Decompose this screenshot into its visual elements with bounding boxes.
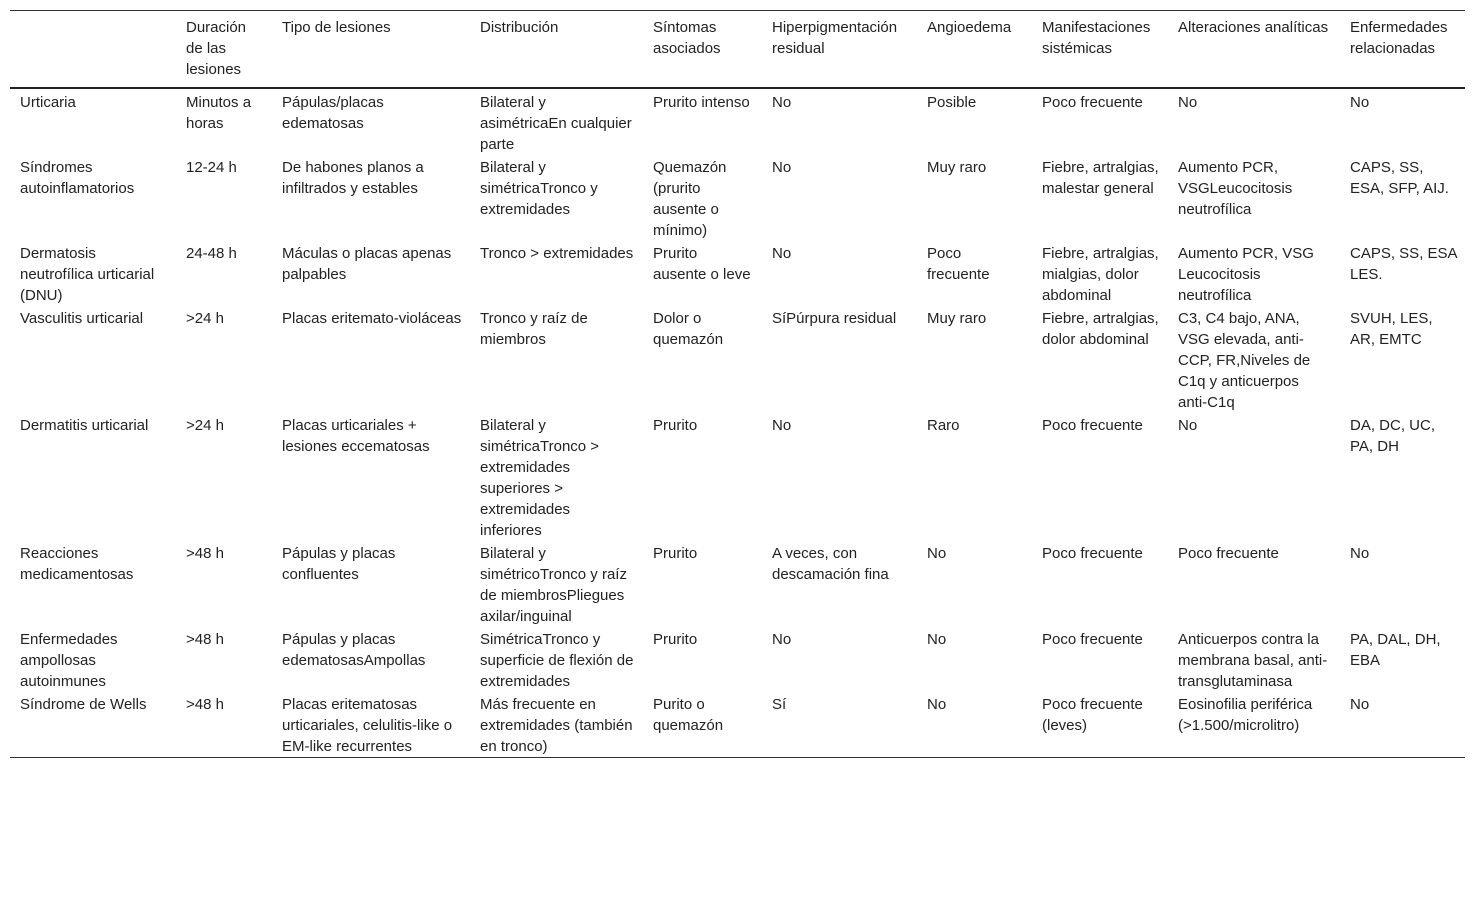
table-cell: Sí	[772, 696, 787, 713]
table-cell: Placas urticariales + lesiones eccematosas	[282, 417, 430, 455]
table-cell: No	[927, 631, 947, 648]
table-row	[10, 541, 1465, 627]
table-cell: Pápulas y placas confluentes	[282, 545, 396, 583]
column-header: Angioedema	[927, 19, 1012, 36]
table-cell: 24-48 h	[186, 245, 237, 262]
table-row	[10, 155, 1465, 241]
table-row	[10, 88, 1465, 155]
column-header: Manifestaciones sistémicas	[1042, 19, 1151, 57]
header-row	[10, 11, 1465, 89]
row-label-cell: Vasculitis urticarial	[20, 310, 144, 327]
comparison-table-container	[10, 10, 1465, 758]
table-cell: Quemazón (prurito ausente o mínimo)	[653, 159, 727, 239]
table-cell: No	[1178, 417, 1198, 434]
table-cell: Tronco > extremidades	[480, 245, 634, 262]
table-row	[10, 692, 1465, 758]
table-cell: CAPS, SS, ESA LES.	[1350, 245, 1457, 283]
table-cell: No	[1350, 696, 1370, 713]
table-cell: No	[772, 94, 792, 111]
table-cell: Prurito	[653, 545, 698, 562]
table-cell: Más frecuente en extremidades (también en tronco)	[480, 696, 633, 755]
table-cell: Poco frecuente	[1042, 94, 1143, 111]
table-cell: >24 h	[186, 417, 224, 434]
table-row	[10, 241, 1465, 306]
table-cell: No	[772, 245, 792, 262]
table-cell: Posible	[927, 94, 977, 111]
table-cell: Raro	[927, 417, 960, 434]
table-cell: Prurito intenso	[653, 94, 750, 111]
row-label-cell: Síndrome de Wells	[20, 696, 147, 713]
table-row	[10, 627, 1465, 692]
column-header: Alteraciones analíticas	[1178, 19, 1329, 36]
table-cell: C3, C4 bajo, ANA, VSG elevada, anti-CCP, FR,Niveles de C1q y anticuerpos anti-C1q	[1178, 310, 1311, 411]
table-cell: Poco frecuente (leves)	[1042, 696, 1143, 734]
table-row	[10, 413, 1465, 541]
column-header: Distribución	[480, 19, 559, 36]
row-label-cell: Enfermedades ampollosas autoinmunes	[20, 631, 118, 690]
table-cell: DA, DC, UC, PA, DH	[1350, 417, 1436, 455]
table-cell: No	[772, 417, 792, 434]
table-cell: Poco frecuente	[1178, 545, 1279, 562]
row-label-cell: Dermatitis urticarial	[20, 417, 149, 434]
table-cell: Placas eritematosas urticariales, celulitis-like o EM-like recurrentes	[282, 696, 453, 755]
table-body	[10, 88, 1465, 758]
comparison-table	[10, 10, 1465, 758]
column-header: Síntomas asociados	[653, 19, 721, 57]
table-header	[10, 11, 1465, 89]
table-cell: >48 h	[186, 696, 224, 713]
table-cell: Bilateral y simétricoTronco y raíz de miembrosPliegues axilar/inguinal	[480, 545, 627, 625]
row-label-cell: Síndromes autoinflamatorios	[20, 159, 135, 197]
table-cell: Pápulas/placas edematosas	[282, 94, 384, 132]
row-label-cell: Dermatosis neutrofílica urticarial (DNU)	[20, 245, 155, 304]
table-cell: Prurito	[653, 631, 698, 648]
table-cell: Poco frecuente	[927, 245, 990, 283]
table-cell: Placas eritemato-violáceas	[282, 310, 462, 327]
column-header: Hiperpigmentación residual	[772, 19, 898, 57]
table-cell: >24 h	[186, 310, 224, 327]
table-cell: CAPS, SS, ESA, SFP, AIJ.	[1350, 159, 1449, 197]
table-cell: Prurito ausente o leve	[653, 245, 751, 283]
table-cell: Purito o quemazón	[653, 696, 724, 734]
table-cell: SíPúrpura residual	[772, 310, 897, 327]
table-cell: SimétricaTronco y superficie de flexión de extremidades	[480, 631, 634, 690]
table-cell: Muy raro	[927, 159, 987, 176]
row-label-cell: Urticaria	[20, 94, 76, 111]
row-label-cell: Reacciones medicamentosas	[20, 545, 134, 583]
table-cell: >48 h	[186, 545, 224, 562]
table-cell: Minutos a horas	[186, 94, 252, 132]
table-cell: SVUH, LES, AR, EMTC	[1350, 310, 1433, 348]
table-cell: Bilateral y simétricaTronco > extremidades superiores > extremidades inferiores	[480, 417, 600, 539]
table-cell: Fiebre, artralgias, mialgias, dolor abdominal	[1042, 245, 1159, 304]
table-cell: No	[927, 545, 947, 562]
table-cell: No	[927, 696, 947, 713]
table-cell: PA, DAL, DH, EBA	[1350, 631, 1441, 669]
table-cell: De habones planos a infiltrados y estables	[282, 159, 424, 197]
table-cell: Dolor o quemazón	[653, 310, 724, 348]
table-cell: No	[1350, 94, 1370, 111]
table-cell: 12-24 h	[186, 159, 237, 176]
table-cell: Muy raro	[927, 310, 987, 327]
table-cell: No	[1350, 545, 1370, 562]
column-header: Enfermedades relacionadas	[1350, 19, 1448, 57]
column-header: Duración de las lesiones	[186, 19, 247, 78]
column-header: Tipo de lesiones	[282, 19, 391, 36]
table-cell: Bilateral y simétricaTronco y extremidades	[480, 159, 598, 218]
column-header	[10, 11, 176, 89]
table-cell: No	[772, 159, 792, 176]
table-cell: Bilateral y asimétricaEn cualquier parte	[480, 94, 632, 153]
table-cell: No	[772, 631, 792, 648]
table-cell: Pápulas y placas edematosasAmpollas	[282, 631, 426, 669]
table-cell: Poco frecuente	[1042, 631, 1143, 648]
table-cell: No	[1178, 94, 1198, 111]
table-cell: Fiebre, artralgias, malestar general	[1042, 159, 1159, 197]
table-cell: Prurito	[653, 417, 698, 434]
table-cell: Poco frecuente	[1042, 545, 1143, 562]
table-cell: Aumento PCR, VSG Leucocitosis neutrofílica	[1178, 245, 1314, 304]
table-row	[10, 306, 1465, 413]
table-cell: >48 h	[186, 631, 224, 648]
table-cell: Eosinofilia periférica (>1.500/microlitro)	[1178, 696, 1313, 734]
table-cell: Tronco y raíz de miembros	[480, 310, 588, 348]
table-cell: A veces, con descamación fina	[772, 545, 889, 583]
table-cell: Anticuerpos contra la membrana basal, anti-transglutaminasa	[1178, 631, 1328, 690]
table-cell: Poco frecuente	[1042, 417, 1143, 434]
table-cell: Máculas o placas apenas palpables	[282, 245, 452, 283]
table-cell: Fiebre, artralgias, dolor abdominal	[1042, 310, 1159, 348]
table-cell: Aumento PCR, VSGLeucocitosis neutrofílica	[1178, 159, 1293, 218]
